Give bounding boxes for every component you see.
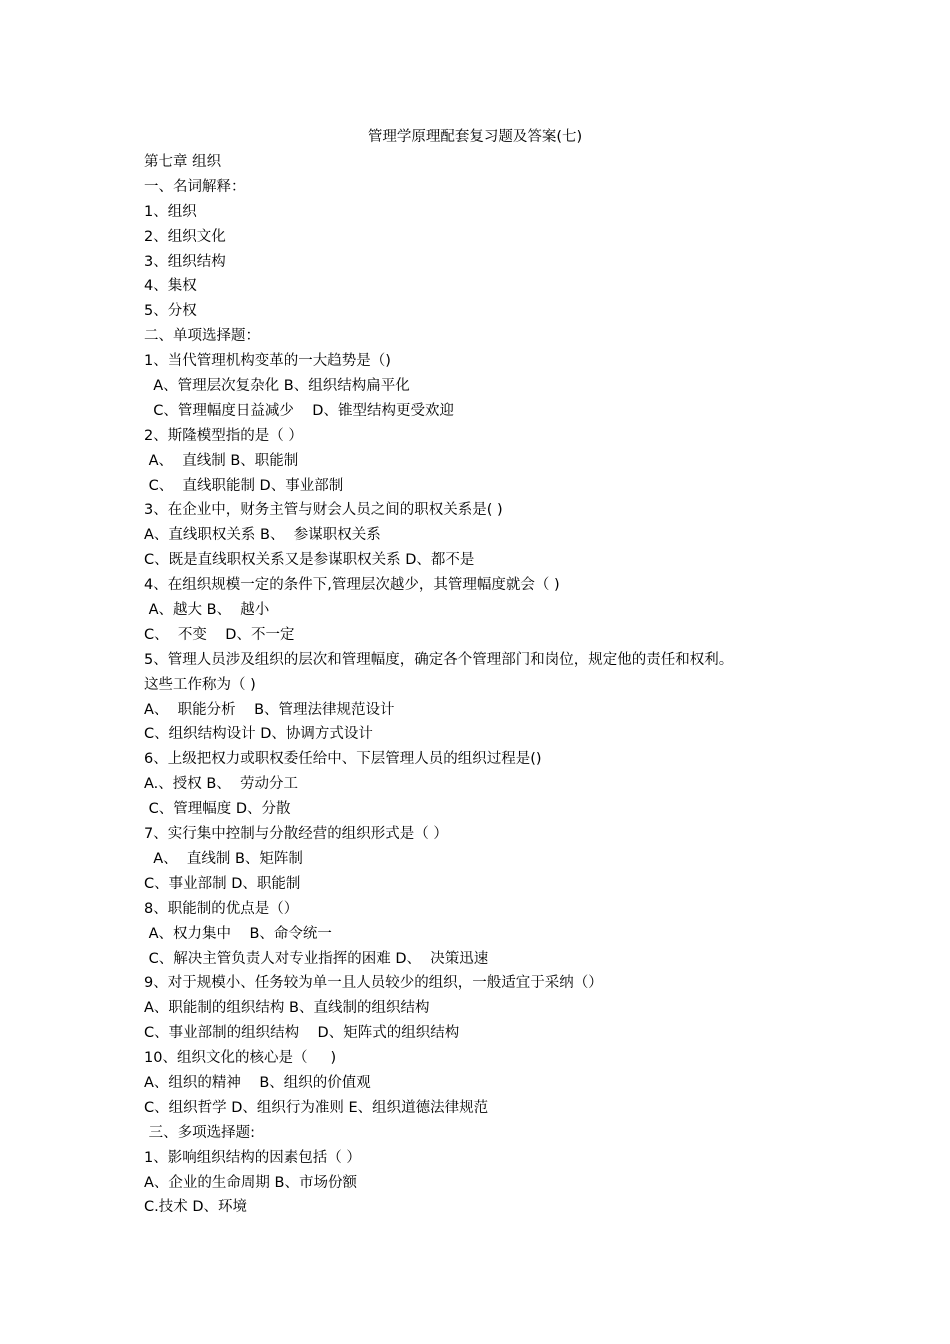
text-line: C、 直线职能制 D、事业部制 — [144, 477, 344, 494]
text-line: 1、当代管理机构变革的一大趋势是（) — [144, 353, 391, 370]
text-line: 2、组织文化 — [144, 228, 226, 245]
text-line: 2、斯隆模型指的是（ ） — [144, 427, 303, 444]
text-line: 1、组织 — [144, 203, 197, 220]
text-line: 5、分权 — [144, 303, 197, 320]
text-line: 7、实行集中控制与分散经营的组织形式是（ ） — [144, 826, 448, 843]
text-line: 这些工作称为（ ) — [144, 676, 256, 693]
text-line: A、企业的生命周期 B、市场份额 — [144, 1174, 357, 1191]
text-line: A、 职能分析 B、管理法律规范设计 — [144, 701, 395, 718]
text-line: 4、集权 — [144, 278, 197, 295]
text-line: 三、多项选择题: — [144, 1124, 255, 1141]
text-line: 3、在企业中，财务主管与财会人员之间的职权关系是( ) — [144, 502, 503, 519]
text-line: 10、组织文化的核心是（ ) — [144, 1050, 337, 1067]
text-line: A、管理层次复杂化 B、组织结构扁平化 — [144, 378, 410, 395]
text-line: 6、上级把权力或职权委任给中、下层管理人员的组织过程是() — [144, 751, 542, 768]
text-line: A、直线职权关系 B、 参谋职权关系 — [144, 527, 381, 544]
text-line: A、权力集中 B、命令统一 — [144, 925, 332, 942]
text-line: C、解决主管负责人对专业指挥的困难 D、 决策迅速 — [144, 950, 489, 967]
text-line: C、组织结构设计 D、协调方式设计 — [144, 726, 373, 743]
text-line: 9、对于规模小、任务较为单一且人员较少的组织，一般适宜于采纳（） — [144, 975, 603, 992]
text-line: A、 直线制 B、矩阵制 — [144, 850, 303, 867]
text-line: C.技术 D、环境 — [144, 1199, 248, 1216]
text-line: 一、名词解释： — [144, 178, 246, 195]
text-line: C、事业部制 D、职能制 — [144, 875, 301, 892]
text-line: 第七章 组织 — [144, 154, 222, 170]
text-line: A.、授权 B、 劳动分工 — [144, 776, 299, 793]
text-line: C、管理幅度 D、分散 — [144, 801, 291, 818]
text-line: 5、管理人员涉及组织的层次和管理幅度，确定各个管理部门和岗位，规定他的责任和权利。 — [144, 651, 734, 668]
text-line: C、事业部制的组织结构 D、矩阵式的组织结构 — [144, 1025, 460, 1042]
text-line: C、既是直线职权关系又是参谋职权关系 D、都不是 — [144, 552, 475, 569]
text-line: A、职能制的组织结构 B、直线制的组织结构 — [144, 1000, 430, 1017]
document-title: 管理学原理配套复习题及答案(七) — [367, 129, 583, 145]
text-line: C、 不变 D、不一定 — [144, 626, 295, 643]
text-line: 1、影响组织结构的因素包括（ ） — [144, 1149, 361, 1166]
text-line: A、组织的精神 B、组织的价值观 — [144, 1074, 371, 1091]
text-line: 4、在组织规模一定的条件下,管理层次越少，其管理幅度就会（ ) — [144, 577, 560, 594]
text-line: 3、组织结构 — [144, 253, 226, 270]
text-line: 8、职能制的优点是（） — [144, 900, 299, 917]
text-line: A、越大 B、 越小 — [144, 602, 270, 619]
text-line: A、 直线制 B、职能制 — [144, 452, 299, 469]
text-line: C、组织哲学 D、组织行为准则 E、组织道德法律规范 — [144, 1099, 489, 1116]
document-body — [144, 150, 844, 1220]
text-line: C、管理幅度日益减少 D、锥型结构更受欢迎 — [144, 402, 454, 419]
text-line: 二、单项选择题： — [144, 328, 260, 345]
